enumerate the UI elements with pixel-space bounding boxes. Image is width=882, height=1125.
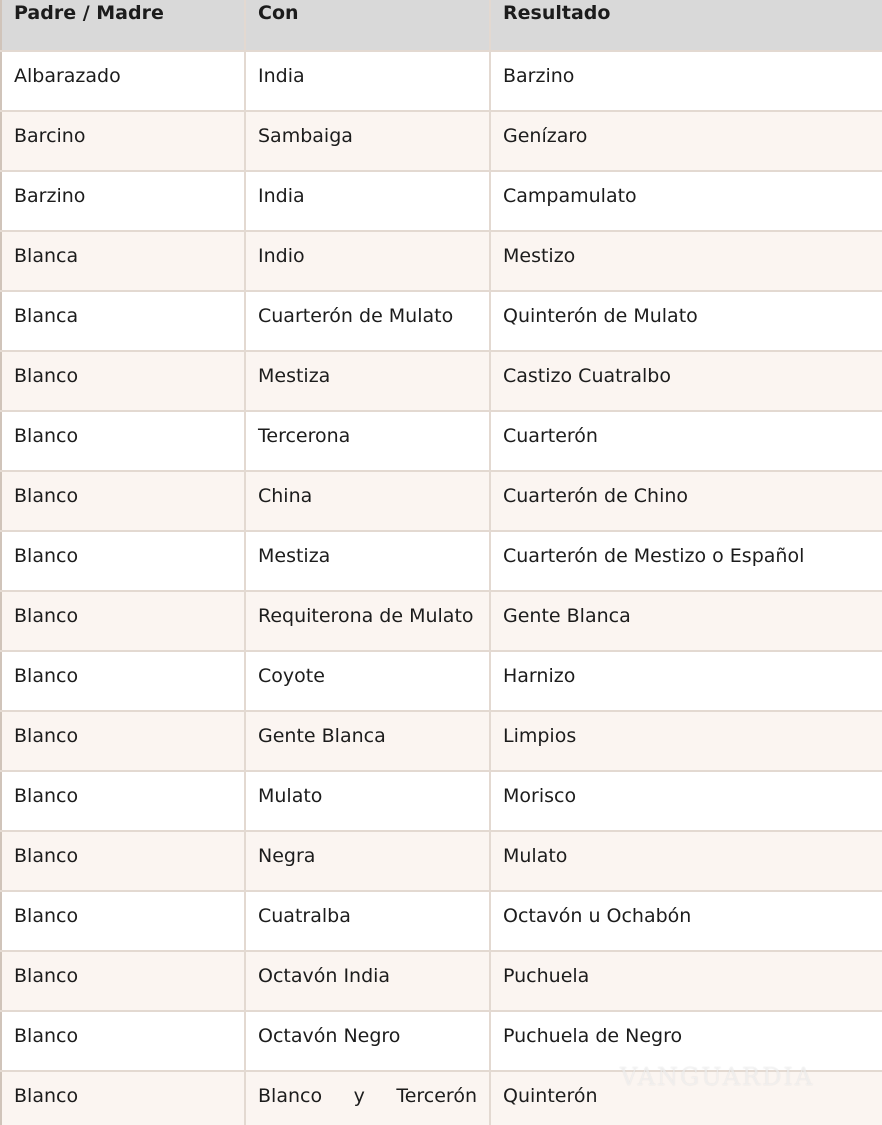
resultado-cell: Campamulato: [490, 171, 882, 231]
justified-word: Blanco: [258, 1085, 323, 1107]
padre-madre-cell: Albarazado: [1, 51, 245, 111]
table-row: [1, 1071, 882, 1125]
con-cell: China: [245, 471, 490, 531]
table-row: [1, 711, 882, 771]
padre-madre-cell: Blanco: [1, 591, 245, 651]
padre-madre-cell: Barzino: [1, 171, 245, 231]
table-row: [1, 771, 882, 831]
table-body: [1, 51, 882, 1125]
resultado-cell: Castizo Cuatralbo: [490, 351, 882, 411]
con-cell: Sambaiga: [245, 111, 490, 171]
justified-cell-text: [258, 1085, 477, 1107]
table-row: [1, 891, 882, 951]
padre-madre-cell: Blanco: [1, 531, 245, 591]
justified-word: y: [353, 1085, 365, 1107]
con-cell: Mestiza: [245, 531, 490, 591]
padre-madre-cell: Blanco: [1, 471, 245, 531]
con-cell: Tercerona: [245, 411, 490, 471]
con-cell: Octavón Negro: [245, 1011, 490, 1071]
resultado-cell: Mestizo: [490, 231, 882, 291]
padre-madre-cell: Blanco: [1, 711, 245, 771]
table-row: [1, 591, 882, 651]
resultado-cell: Puchuela de Negro: [490, 1011, 882, 1071]
table-row: [1, 651, 882, 711]
column-header-con: Con: [245, 0, 490, 51]
resultado-cell: Morisco: [490, 771, 882, 831]
con-cell: Coyote: [245, 651, 490, 711]
resultado-cell: Cuarterón de Chino: [490, 471, 882, 531]
justified-word: Tercerón: [396, 1085, 477, 1107]
column-header-padre-madre: Padre / Madre: [1, 0, 245, 51]
resultado-cell: Barzino: [490, 51, 882, 111]
resultado-cell: Harnizo: [490, 651, 882, 711]
resultado-cell: Quinterón de Mulato: [490, 291, 882, 351]
table-row: [1, 51, 882, 111]
padre-madre-cell: Blanco: [1, 651, 245, 711]
table-row: [1, 471, 882, 531]
con-cell: Cuatralba: [245, 891, 490, 951]
con-cell: Requiterona de Mulato: [245, 591, 490, 651]
con-cell: [245, 1071, 490, 1125]
table-row: [1, 171, 882, 231]
header-row: [1, 0, 882, 51]
padre-madre-cell: Blanco: [1, 891, 245, 951]
resultado-cell: Cuarterón de Mestizo o Español: [490, 531, 882, 591]
padre-madre-cell: Blanco: [1, 1071, 245, 1125]
resultado-cell: Limpios: [490, 711, 882, 771]
padre-madre-cell: Barcino: [1, 111, 245, 171]
table-header: [1, 0, 882, 51]
table-row: [1, 291, 882, 351]
con-cell: Mestiza: [245, 351, 490, 411]
padre-madre-cell: Blanco: [1, 771, 245, 831]
con-cell: Negra: [245, 831, 490, 891]
watermark-logo: VANGUARDIA: [620, 1063, 815, 1091]
con-cell: India: [245, 171, 490, 231]
padre-madre-cell: Blanca: [1, 231, 245, 291]
resultado-cell: Octavón u Ochabón: [490, 891, 882, 951]
resultado-cell: Gente Blanca: [490, 591, 882, 651]
table-row: [1, 351, 882, 411]
con-cell: Gente Blanca: [245, 711, 490, 771]
table-row: [1, 111, 882, 171]
column-header-resultado: Resultado: [490, 0, 882, 51]
con-cell: Cuarterón de Mulato: [245, 291, 490, 351]
padre-madre-cell: Blanco: [1, 351, 245, 411]
con-cell: Mulato: [245, 771, 490, 831]
padre-madre-cell: Blanco: [1, 831, 245, 891]
padre-madre-cell: Blanco: [1, 1011, 245, 1071]
resultado-cell: Mulato: [490, 831, 882, 891]
resultado-cell: Puchuela: [490, 951, 882, 1011]
padre-madre-cell: Blanco: [1, 951, 245, 1011]
table-row: [1, 231, 882, 291]
con-cell: Indio: [245, 231, 490, 291]
resultado-cell: Quinterón: [490, 1071, 882, 1125]
padre-madre-cell: Blanco: [1, 411, 245, 471]
table-row: [1, 531, 882, 591]
table-row: [1, 1011, 882, 1071]
table-row: [1, 831, 882, 891]
resultado-cell: Genízaro: [490, 111, 882, 171]
table-row: [1, 411, 882, 471]
con-cell: India: [245, 51, 490, 111]
con-cell: Octavón India: [245, 951, 490, 1011]
resultado-cell: Cuarterón: [490, 411, 882, 471]
table-row: [1, 951, 882, 1011]
padre-madre-cell: Blanca: [1, 291, 245, 351]
